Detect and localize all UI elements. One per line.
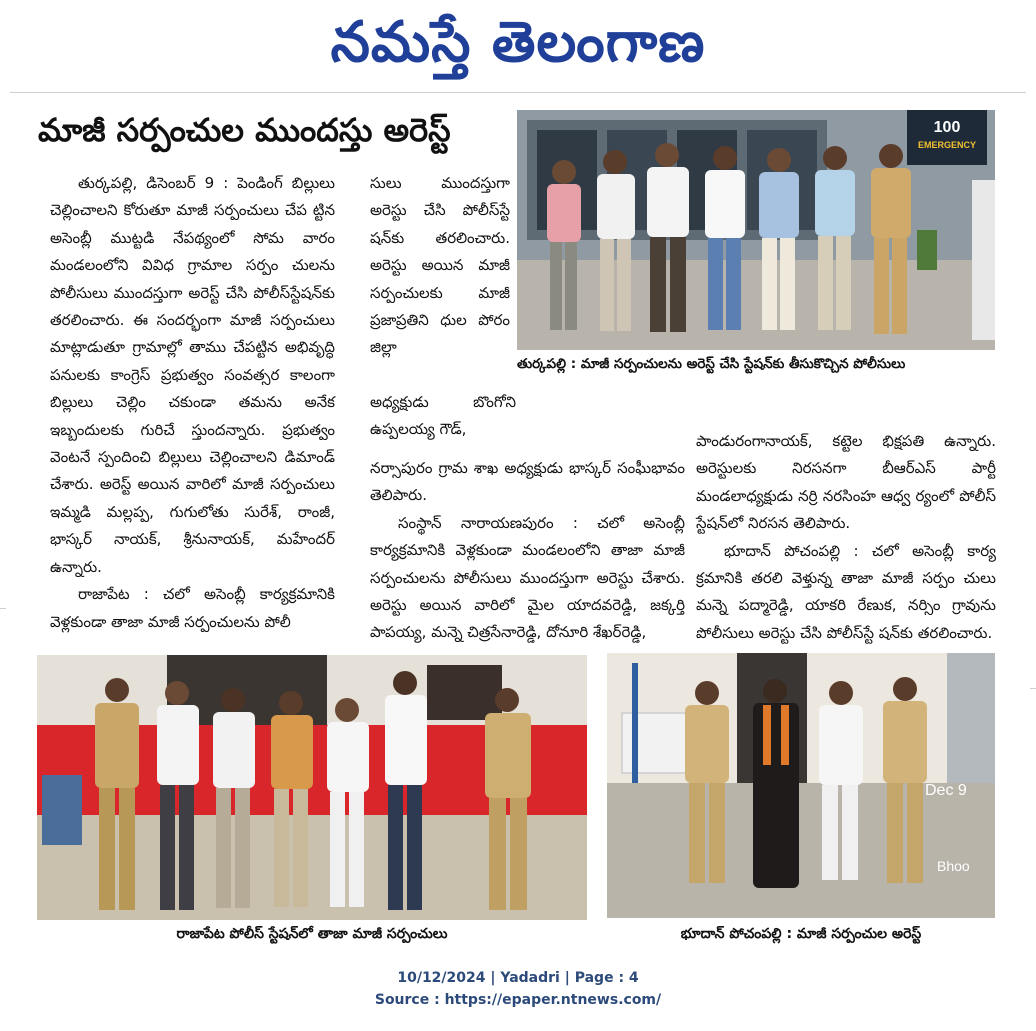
paragraph: తుర్కపల్లి, డిసెంబర్ 9 : పెండింగ్ బిల్లులు చెల్లించాలని కోరుతూ మాజీ సర్పంచులు చేప ట్టిన అసెంబ్లీ ముట్టడి నేపథ్యంలో సోమ వారం మండలంలోని వివిధ గ్రామాల సర్పం చులను పోలీసులు ముందస్తుగా అరెస్ట్ చేసి పోలీస్‌స్టేషన్‌కు తరలించారు. ఈ సందర్భంగా మాజీ సర్పంచులు మాట్లాడుతూ గ్రామాల్లో తాము చేపట్టిన అభివృద్ధి పనులకు కాంగ్రెస్ ప్రభుత్వం సంవత్సర కాలంగా బిల్లులు చెల్లిం చకుండా తమను అనేక ఇబ్బందులకు గురిచే స్తుందన్నారు. ప్రభుత్వం వెంటనే స్పందించి బిల్లులు చెల్లించాలని డిమాండ్ చేశారు. అరెస్ట్ అయిన వారిలో మాజీ సర్పంచులు ఇమ్మడి మల్లప్ప, గుగులోతు సురేశ్, రాంజీ, భాస్కర్ నాయక్, శ్రీనునాయక్, మహేందర్ ఉన్నారు. — [50, 174, 335, 576]
article-column-2-top — [370, 170, 510, 362]
paragraph: నర్సాపురం గ్రామ శాఖ అధ్యక్షుడు భాస్కర్ సంఘీభావం తెలిపారు. — [370, 459, 685, 505]
footer-date-edition: 10/12/2024 | Yadadri | Page : 4 — [397, 970, 639, 986]
paragraph: అధ్యక్షుడు బొంగోని ఉప్పలయ్య గౌడ్, — [370, 393, 516, 439]
page-edge-mark — [1030, 688, 1036, 689]
paragraph: సులు ముందస్తుగా అరెస్టు చేసి పోలీస్‌స్టే షన్‌కు తరలించారు. అరెస్టు అయిన మాజీ సర్పంచులకు మాజీ ప్రజాప్రతిని ధుల పోరం జిల్లా — [370, 174, 510, 357]
photo-location-stamp: Bhoo — [937, 858, 970, 874]
article-column-2-bottom — [370, 455, 685, 647]
page-edge-mark — [0, 608, 6, 609]
photo-rajapet-station — [37, 655, 587, 920]
photo-date-stamp: Dec 9 — [925, 782, 967, 799]
photo-bhoodan-pochampally — [607, 653, 995, 918]
paragraph: సంస్థాన్ నారాయణపురం : చలో అసెంబ్లీ కార్యక్రమానికి వెళ్లకుండా మండలంలోని తాజా మాజీ సర్పంచులను పోలీసులు ముందస్తుగా అరెస్టు చేశారు. అరెస్టు అయిన వారిలో మైల యాదవరెడ్డి, జక్కర్తి పాపయ్య, మన్నె చిత్రసేనారెడ్డి, దోనూరి శేఖర్‌రెడ్డి, — [370, 513, 685, 642]
photo-turkapally-arrest — [517, 110, 995, 350]
emergency-sign-number: 100 — [933, 119, 961, 136]
footer-source: Source : https://epaper.ntnews.com/ — [374, 992, 662, 1008]
article-column-2-mid — [370, 389, 516, 444]
article-column-3 — [696, 428, 996, 647]
paragraph: రాజాపేట : చలో అసెంబ్లీ కార్యక్రమానికి వెళ్లకుండా తాజా మాజీ సర్పంచులను పోలీ — [50, 585, 335, 631]
photo-caption-bhoodan: భూదాన్ పోచంపల్లి : మాజీ సర్పంచుల అరెస్ట్ — [680, 926, 922, 942]
article-column-1 — [50, 170, 335, 636]
masthead-title: నమస్తే తెలంగాణ — [330, 9, 706, 75]
article-headline: మాజీ సర్పంచుల ముందస్తు అరెస్ట్ — [38, 111, 451, 149]
emergency-sign-label: EMERGENCY — [917, 140, 977, 150]
masthead-divider — [10, 92, 1026, 93]
paragraph: భూదాన్ పోచంపల్లి : చలో అసెంబ్లీ కార్య క్రమానికి తరలి వెళ్తున్న తాజా మాజీ సర్పం చులు మన్నె పద్మారెడ్డి, యాకరి రేణుక, నర్సిం గ్రావును పోలీసులు అరెస్టు చేసి పోలీస్‌స్టే షన్‌కు తరలించారు. — [696, 541, 996, 642]
photo-caption-rajapet: రాజాపేట పోలీస్ స్టేషన్‌లో తాజా మాజీ సర్పంచులు — [176, 926, 448, 942]
paragraph: పాండురంగానాయక్, కట్టెల భిక్షపతి ఉన్నారు. అరెస్టులకు నిరసనగా బీఆర్‌ఎస్ పార్టీ మండలాధ్యక్షుడు నర్రి నరసింహ ఆధ్వ ర్యంలో పోలీస్ స్టేషన్‌లో నిరసన తెలిపారు. — [696, 432, 996, 533]
photo-caption-turkapally: తుర్కపల్లి : మాజీ సర్పంచులను అరెస్ట్ చేసి స్టేషన్‌కు తీసుకొచ్చిన పోలీసులు — [517, 356, 906, 372]
